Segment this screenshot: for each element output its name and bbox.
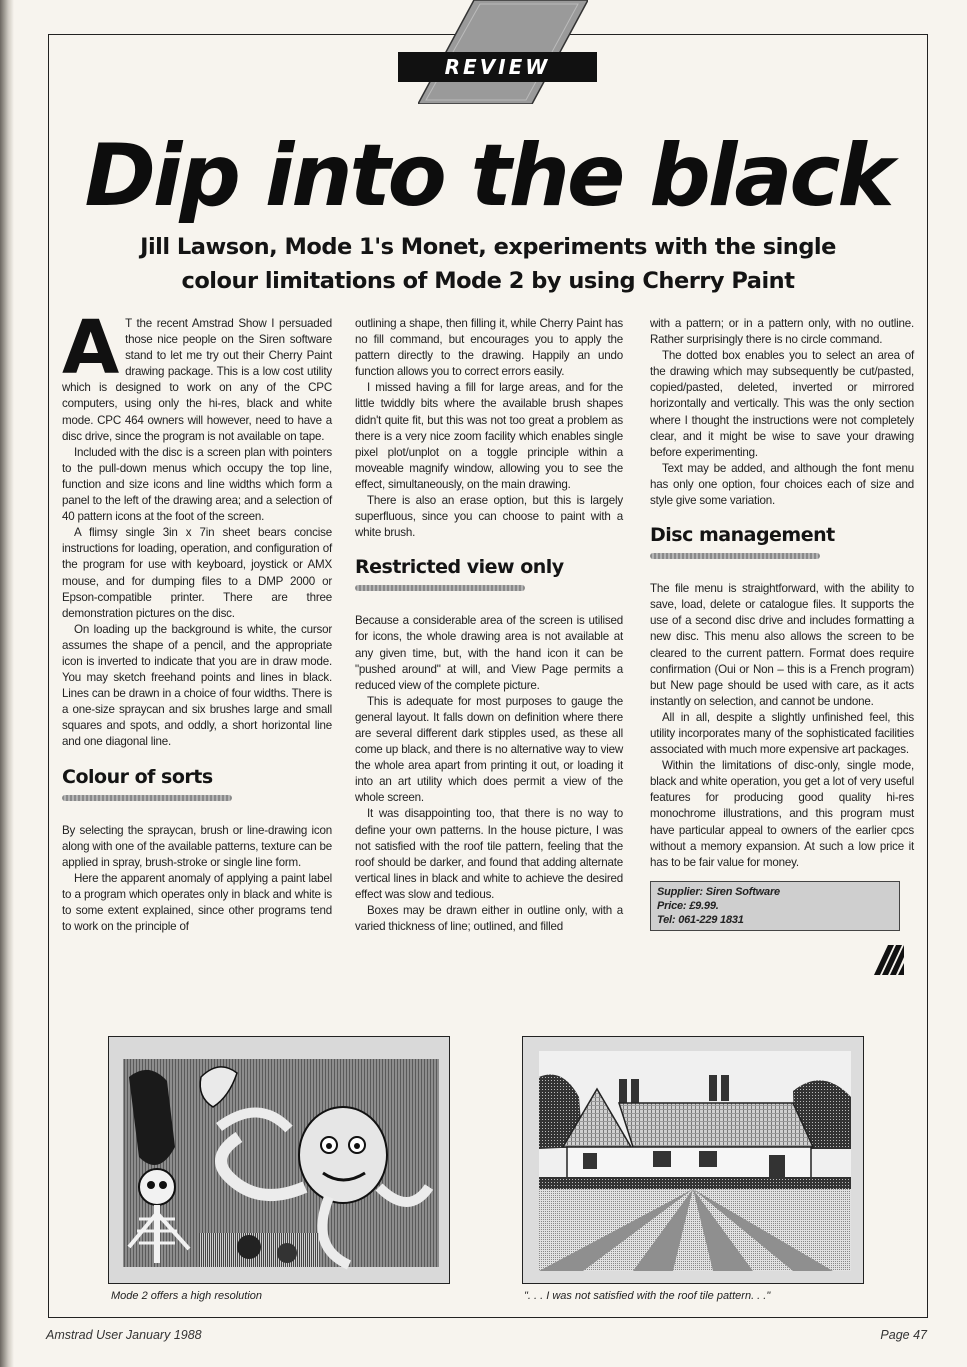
body-paragraph: Within the limitations of disc-only, single mode, black and white operation, you get a lot of very useful features for producing good quality hi-res monochrome illustrations, and this program must have particular appeal to owners of the earlier cpcs without a memory expansion. At such a low price it has to be fair value for money. <box>650 759 914 869</box>
supplier-name: Supplier: Siren Software <box>657 885 780 898</box>
body-paragraph: There is also an erase option, but this is largely superfluous, since you can choose to paint with a white brush. <box>355 494 623 540</box>
article-title: Dip into the black <box>84 126 892 226</box>
body-paragraph: The dotted box enables you to select an area of the drawing which may subsequently be cut/pasted, copied/pasted, deleted, inverted or mirrored horizontally and vertically. This was the only section where I thought the instructions were not completely clear, and it might be wise to save your drawing before experimenting. <box>650 349 914 459</box>
body-paragraph: Text may be added, and although the font menu has only one option, four choices each of size and style give some variation. <box>650 461 914 508</box>
article-column-1 <box>62 305 332 935</box>
footer-page-number: Page 47 <box>880 1328 927 1342</box>
subheading-rule <box>62 795 232 801</box>
supplier-phone: Tel: 061-229 1831 <box>657 913 744 926</box>
subheading: Disc management <box>650 524 835 547</box>
body-paragraph: By selecting the spraycan, brush or line-drawing icon along with one of the available patterns, texture can be applied in spray, brush-stroke or single line form. <box>62 823 332 869</box>
section-badge: REVIEW <box>398 52 597 82</box>
body-paragraph: I missed having a fill for large areas, and for the little twiddly bits where the available brush shapes didn't quite fit, but this was not too great a problem as there is a very nice zoom facility which enables single pixel plot/unplot on a toggle principle within a moveable magnify window, allowing you to see the effect, simultaneously, on the main drawing. <box>355 381 623 491</box>
body-paragraph: The file menu is straightforward, with the ability to save, load, delete or catalogue files. It supports the use of a second disc drive and includes formatting a new disc. This menu also allows the screen to be cleared to the current pattern. Format does require confirmation (Oui or Non – this is a French program) but New page should be used with care, as it acts instantly on selection, and cannot be undone. <box>650 582 914 708</box>
body-paragraph: Included with the disc is a screen plan with pointers to the pull-down menus which occupy the top line, function and size icons and line widths which form a panel to the left of the drawing area; and a selection of 40 pattern icons at the foot of the screen. <box>62 445 332 524</box>
body-paragraph: Here the apparent anomaly of applying a paint label to a program which operates only in black and white is to some extent explained, since other programs tend to work on the principle of <box>62 871 332 934</box>
figure-caption-1: Mode 2 offers a high resolution <box>111 1290 263 1302</box>
figure-caption-2: ". . . I was not satisfied with the roof tile pattern. . ." <box>524 1290 771 1302</box>
end-mark-icon <box>874 945 904 975</box>
screenshot-house-scene <box>522 1036 864 1284</box>
body-paragraph: Boxes may be drawn either in outline only, with a varied thickness of line; outlined, and filled <box>355 904 623 934</box>
subheading-rule <box>355 585 525 591</box>
supplier-price: Price: £9.99. <box>657 899 719 912</box>
article-column-3 <box>650 316 914 980</box>
article-standfirst: Jill Lawson, Mode 1's Monet, experiments with the single colour limitations of Mode 2 by using Cherry Paint <box>140 234 836 294</box>
subheading: Colour of sorts <box>62 765 213 788</box>
supplier-box <box>650 881 900 931</box>
lead-paragraph: A T the recent Amstrad Show I persuaded those nice people on the Siren software stand to let me try out their Cherry Paint drawing package. This is a low cost utility which is designed to work on any of the CPC computers, using only the hi-res, black and white mode. CPC 464 owners will however, need to have a disc drive, since the program is not available on tape. <box>62 305 332 443</box>
body-paragraph: outlining a shape, then filling it, while Cherry Paint has no fill command, but encourages you to apply the pattern directly to the drawing. Happily an undo function allows you to correct errors easily. <box>355 317 623 379</box>
body-paragraph: All in all, despite a slightly unfinished feel, this utility incorporates many of the sophisticated facilities associated with much more expensive art packages. <box>650 710 914 757</box>
drop-cap: A <box>62 305 120 391</box>
body-paragraph: A flimsy single 3in x 7in sheet bears concise instructions for loading, operation, and configuration of the program for use with keyboard, joystick or AMX mouse, and for dumping files to a DMP 2000 or Epson-compatible printer. There are three demonstration pictures on the disc. <box>62 526 332 620</box>
body-paragraph: On loading up the background is white, the cursor assumes the shape of a pencil, and the appropriate icon is inverted to indicate that you are in draw mode. You may sketch freehand points and lines in black. Lines can be drawn in a choice of four widths. There is a one-size spraycan and six brushes large and small squares and spots, and oddly, a short horizontal line and one diagonal line. <box>62 622 332 749</box>
subheading-rule <box>650 553 820 559</box>
subheading: Restricted view only <box>355 556 564 579</box>
body-paragraph: This is adequate for most purposes to gauge the general layout. It falls down on definition where there are several different dark stipples used, as these all come up black, and there is no alternative way to view the whole area apart from printing it out, or loading it into an art utility which does permit a view of the whole screen. <box>355 694 623 805</box>
body-paragraph: with a pattern; or in a pattern only, with no outline. Rather surprisingly there is no circle command. <box>650 317 914 347</box>
body-paragraph: Because a considerable area of the screen is utilised for icons, the whole drawing area is not available at any given time, but, with the hand icon it can be "pushed around" at will, and View Page permits a reduced view of the complete picture. <box>355 614 623 692</box>
screenshot-fantasy-scene <box>108 1036 450 1284</box>
article-column-2 <box>355 316 623 935</box>
body-paragraph: It was disappointing too, that there is no way to define your own patterns. In the house picture, I was not satisfied with the roof tile pattern, feeling that the roof should be darker, and found that adding alternate vertical lines in black and white to achieve the desired effect was slow and tedious. <box>355 807 623 901</box>
footer-publication: Amstrad User January 1988 <box>46 1328 202 1342</box>
page-binding-shadow <box>0 0 14 1367</box>
